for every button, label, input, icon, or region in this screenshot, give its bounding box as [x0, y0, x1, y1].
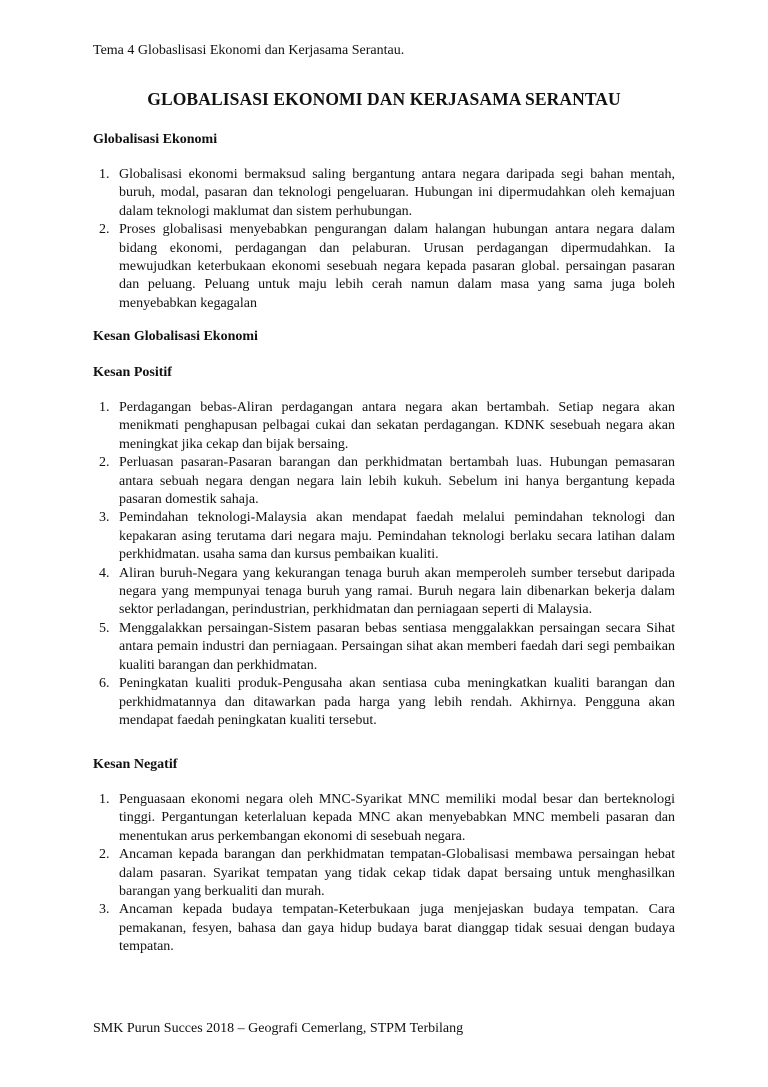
- item-number: 2.: [99, 455, 110, 471]
- list-item: [93, 509, 675, 564]
- item-number: 1.: [99, 792, 110, 807]
- document-title: GLOBALISASI EKONOMI DAN KERJASAMA SERANTAU: [147, 89, 621, 109]
- list-item: [93, 901, 675, 956]
- list-item: [93, 454, 675, 509]
- item-number: 1.: [99, 400, 110, 415]
- item-number: 2.: [99, 847, 110, 863]
- list-item: [93, 221, 675, 313]
- item-text: Penguasaan ekonomi negara oleh MNC-Syarikat MNC memiliki modal besar dan berteknologi tinggi. Pergantungan keterlaluan kepada MNC akan menyebabkan MNC membeli pasaran dan menentukan arus perkembangan ekonomi di sesebuah negara.: [119, 792, 675, 844]
- item-number: 4.: [99, 565, 110, 581]
- item-text: Globalisasi ekonomi bermaksud saling bergantung antara negara daripada segi bahan mentah, buruh, modal, pasaran dan teknologi pengeluaran. Hubungan ini dipermudahkan oleh kemajuan dalam teknologi maklumat dan sistem perhubungan.: [119, 167, 675, 219]
- item-text: Pemindahan teknologi-Malaysia akan mendapat faedah melalui pemindahan teknologi dan kepakaran asing terutama dari negara maju. Pemindahan teknologi berlaku secara latihan dalam perkhidmatan. usaha sama dan kursus pembaikan kualiti.: [119, 510, 675, 563]
- list-item: [93, 846, 675, 901]
- globalisasi-list: [93, 166, 675, 313]
- item-text: Ancaman kepada budaya tempatan-Keterbukaan juga menjejaskan budaya tempatan. Cara pemakanan, fesyen, bahasa dan gaya hidup budaya barat dianggap tidak sesuai dengan budaya tempatan.: [119, 902, 675, 955]
- section-heading-globalisasi: Globalisasi Ekonomi: [93, 132, 218, 147]
- list-item: [93, 166, 675, 221]
- page-footer: SMK Purun Succes 2018 – Geografi Cemerlang, STPM Terbilang: [93, 1021, 464, 1036]
- section-heading-negatif: Kesan Negatif: [93, 757, 178, 772]
- item-number: 6.: [99, 676, 110, 692]
- item-number: 3.: [99, 510, 110, 526]
- list-item: [93, 620, 675, 675]
- item-text: Perluasan pasaran-Pasaran barangan dan perkhidmatan bertambah luas. Hubungan pemasaran antara sebuah negara dengan negara lain lebih kukuh. Sebelum ini hanya bergantung kepada pasaran domestik sahaja.: [119, 455, 675, 508]
- negatif-list: [93, 791, 675, 957]
- item-text: Perdagangan bebas-Aliran perdagangan antara negara akan bertambah. Setiap negara akan menikmati penghapusan pelbagai cukai dan sekatan perdagangan. KDNK sesebuah negara akan meningkat jika cekap dan bijak bersaing.: [119, 400, 675, 452]
- item-number: 2.: [99, 222, 110, 238]
- item-text: Proses globalisasi menyebabkan pengurangan dalam halangan hubungan antara negara dalam bidang ekonomi, perdagangan dan pelaburan. Urusan perdagangan dipermudahkan. Ia mewujudkan keterbukaan ekonomi sesebuah negara kepada pasaran global. persaingan pasaran dan peluang. Peluang untuk maju lebih cerah namun dalam masa yang sama juga boleh menyebabkan kegagalan: [119, 222, 675, 311]
- positif-list: [93, 399, 675, 730]
- running-header: Tema 4 Globaslisasi Ekonomi dan Kerjasama Serantau.: [93, 43, 405, 58]
- item-text: Peningkatan kualiti produk-Pengusaha akan sentiasa cuba meningkatkan kualiti barangan dan perkhidmatannya dan ditawarkan pada harga yang lebih rendah. Akhirnya. Pengguna akan mendapat faedah peningkatan kualiti tersebut.: [119, 676, 675, 728]
- list-item: [93, 565, 675, 620]
- list-item: [93, 791, 675, 846]
- item-number: 3.: [99, 902, 110, 918]
- item-text: Aliran buruh-Negara yang kekurangan tenaga buruh akan memperoleh sumber tersebut daripada negara yang mempunyai tenaga buruh yang ramai. Buruh negara lain dibenarkan bekerja dalam sektor perladangan, perindustrian, perkhidmatan dan perniagaan seperti di Malaysia.: [119, 565, 675, 618]
- item-number: 1.: [99, 167, 110, 182]
- item-text: Menggalakkan persaingan-Sistem pasaran bebas sentiasa menggalakkan persaingan secara Sihat antara pemain industri dan perniagaan. Persaingan sihat akan memberi faedah dari segi pembaikan kualiti barangan dan perkhidmatan.: [119, 620, 675, 673]
- item-text: Ancaman kepada barangan dan perkhidmatan tempatan-Globalisasi membawa persaingan hebat dalam pasaran. Syarikat tempatan yang tidak cekap tidak dapat bersaing untuk menghasilkan barangan yang berkualiti dan murah.: [119, 847, 675, 900]
- section-heading-positif: Kesan Positif: [93, 365, 172, 380]
- list-item: [93, 399, 675, 454]
- list-item: [93, 675, 675, 730]
- item-number: 5.: [99, 620, 110, 636]
- section-heading-kesan: Kesan Globalisasi Ekonomi: [93, 329, 258, 344]
